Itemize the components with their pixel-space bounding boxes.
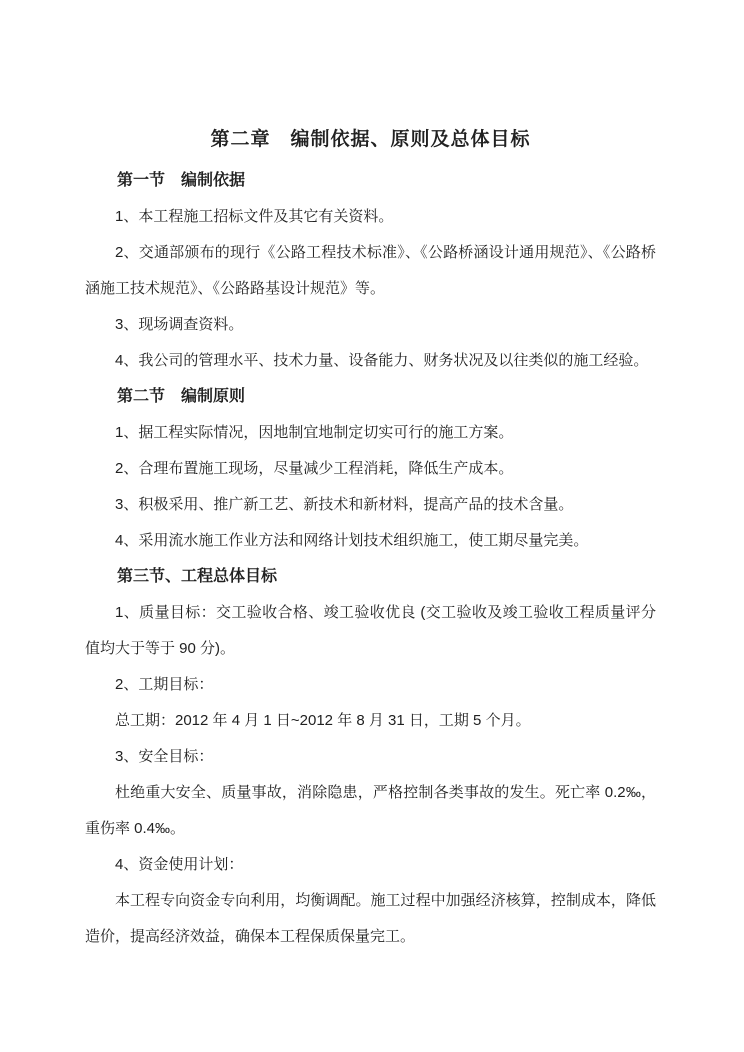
section-heading: 第三节、工程总体目标 — [117, 568, 278, 585]
paragraph: 总工期：2012 年 4 月 1 日~2012 年 8 月 31 日，工期 5 个月。 — [115, 712, 531, 729]
paragraph: 3、现场调查资料。 — [115, 316, 244, 333]
section-heading: 第二节 编制原则 — [117, 388, 246, 405]
paragraph: 4、采用流水施工作业方法和网络计划技术组织施工，使工期尽量完美。 — [115, 532, 589, 549]
paragraph: 2、工期目标： — [115, 676, 214, 693]
paragraph: 3、积极采用、推广新工艺、新技术和新材料，提高产品的技术含量。 — [115, 496, 574, 513]
paragraph: 杜绝重大安全、质量事故，消除隐患，严格控制各类事故的发生。死亡率 0.2‰，重伤率 0.4‰。 — [85, 784, 656, 837]
paragraph: 1、据工程实际情况，因地制宜地制定切实可行的施工方案。 — [115, 424, 514, 441]
section-overall-objectives — [85, 559, 656, 955]
section-compilation-basis — [85, 163, 656, 379]
section-compilation-principles — [85, 379, 656, 559]
section-heading: 第一节 编制依据 — [117, 172, 246, 189]
paragraph: 2、交通部颁布的现行《公路工程技术标准》、《公路桥涵设计通用规范》、《公路桥涵施工技术规范》、《公路路基设计规范》等。 — [85, 244, 656, 297]
paragraph: 1、质量目标：交工验收合格、竣工验收优良 (交工验收及竣工验收工程质量评分值均大于等于 90 分)。 — [85, 604, 656, 657]
paragraph: 2、合理布置施工现场，尽量减少工程消耗，降低生产成本。 — [115, 460, 514, 477]
paragraph: 1、本工程施工招标文件及其它有关资料。 — [115, 208, 394, 225]
paragraph: 3、安全目标： — [115, 748, 214, 765]
chapter-title: 第二章 编制依据、原则及总体目标 — [210, 129, 531, 150]
paragraph: 本工程专向资金专向利用，均衡调配。施工过程中加强经济核算，控制成本，降低造价，提高经济效益，确保本工程保质保量完工。 — [85, 892, 656, 945]
paragraph: 4、资金使用计划： — [115, 856, 244, 873]
paragraph: 4、我公司的管理水平、技术力量、设备能力、财务状况及以往类似的施工经验。 — [115, 352, 649, 369]
